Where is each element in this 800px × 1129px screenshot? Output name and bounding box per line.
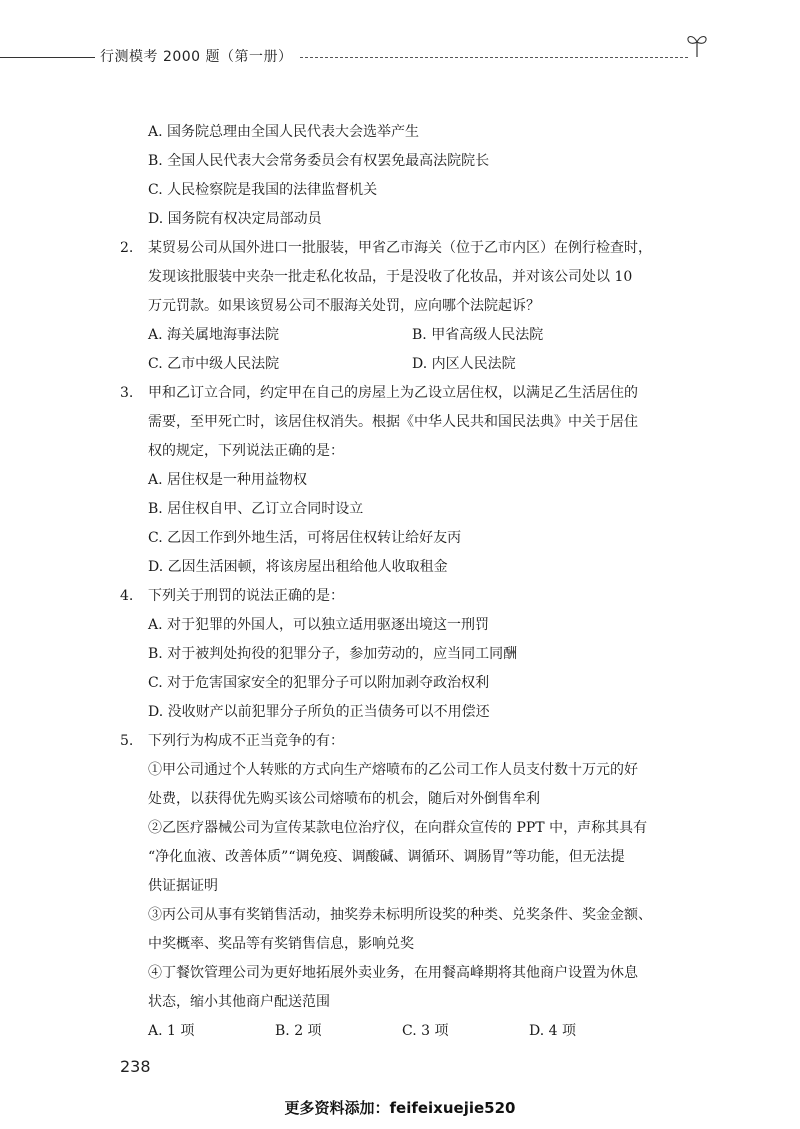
q3-stem-line: 需要，至甲死亡时，该居住权消失。根据《中华人民共和国民法典》中关于居住 [148, 414, 638, 430]
q3-option-a: A. 居住权是一种用益物权 [148, 472, 308, 488]
q4-option-a: A. 对于犯罪的外国人，可以独立适用驱逐出境这一刑罚 [148, 617, 490, 633]
header-rule-right [300, 57, 688, 58]
q5-item-line: ④丁餐饮管理公司为更好地拓展外卖业务，在用餐高峰期将其他商户设置为休息 [148, 965, 638, 981]
q5-option-a: A. 1 项 [148, 1023, 195, 1039]
q5-option-c: C. 3 项 [402, 1023, 449, 1039]
footer-note: 更多资料添加：feifeixuejie520 [284, 1099, 516, 1117]
q2-option-d: D. 内区人民法院 [412, 356, 516, 372]
q2-stem-line: 某贸易公司从国外进口一批服装，甲省乙市海关（位于乙市内区）在例行检查时， [148, 240, 652, 256]
q4-option-b: B. 对于被判处拘役的犯罪分子，参加劳动的，应当同工同酬 [148, 646, 518, 662]
page-header [0, 40, 800, 80]
q5-stem-line: 下列行为构成不正当竞争的有： [148, 733, 344, 749]
q5-number: 5. [120, 733, 134, 749]
q5-item-line: ①甲公司通过个人转账的方式向生产熔喷布的乙公司工作人员支付数十万元的好 [148, 762, 638, 778]
q5-item-line: ③丙公司从事有奖销售活动，抽奖券未标明所设奖的种类、兑奖条件、奖金金额、 [148, 907, 652, 923]
q1-option-d: D. 国务院有权决定局部动员 [148, 211, 322, 227]
header-rule-left [0, 57, 95, 58]
q5-item-line: 供证据证明 [148, 878, 218, 894]
q2-option-b: B. 甲省高级人民法院 [412, 327, 544, 343]
q1-option-b: B. 全国人民代表大会常务委员会有权罢免最高法院院长 [148, 153, 490, 169]
q4-number: 4. [120, 588, 134, 604]
q2-option-c: C. 乙市中级人民法院 [148, 356, 280, 372]
q1-option-a: A. 国务院总理由全国人民代表大会选举产生 [148, 124, 420, 140]
q5-option-d: D. 4 项 [529, 1023, 576, 1039]
q3-stem-line: 权的规定，下列说法正确的是： [148, 443, 344, 459]
q2-number: 2. [120, 240, 134, 256]
q5-item-line: ②乙医疗器械公司为宣传某款电位治疗仪，在向群众宣传的 PPT 中，声称其具有 [148, 820, 648, 836]
q4-stem-line: 下列关于刑罚的说法正确的是： [148, 588, 344, 604]
q5-option-b: B. 2 项 [275, 1023, 322, 1039]
sprout-icon [686, 32, 708, 58]
q3-stem-line: 甲和乙订立合同，约定甲在自己的房屋上为乙设立居住权，以满足乙生活居住的 [148, 385, 638, 401]
header-title: 行测模考 2000 题（第一册） [100, 49, 293, 65]
q4-option-c: C. 对于危害国家安全的犯罪分子可以附加剥夺政治权利 [148, 675, 490, 691]
q3-number: 3. [120, 385, 134, 401]
q5-item-line: 中奖概率、奖品等有奖销售信息，影响兑奖 [148, 936, 414, 952]
q4-option-d: D. 没收财产以前犯罪分子所负的正当债务可以不用偿还 [148, 704, 490, 720]
q3-option-d: D. 乙因生活困顿，将该房屋出租给他人收取租金 [148, 559, 448, 575]
q2-stem-line: 发现该批服装中夹杂一批走私化妆品，于是没收了化妆品，并对该公司处以 10 [148, 269, 633, 285]
q2-option-a: A. 海关属地海事法院 [148, 327, 280, 343]
q5-item-line: 状态，缩小其他商户配送范围 [148, 994, 330, 1010]
q5-item-line: 处费，以获得优先购买该公司熔喷布的机会，随后对外倒售牟利 [148, 791, 540, 807]
q1-option-c: C. 人民检察院是我国的法律监督机关 [148, 182, 378, 198]
q5-item-line: “净化血液、改善体质”“调免疫、调酸碱、调循环、调肠胃”等功能，但无法提 [148, 849, 625, 865]
q3-option-b: B. 居住权自甲、乙订立合同时设立 [148, 501, 364, 517]
q2-stem-line: 万元罚款。如果该贸易公司不服海关处罚，应向哪个法院起诉？ [148, 298, 540, 314]
page-number: 238 [120, 1057, 151, 1076]
q3-option-c: C. 乙因工作到外地生活，可将居住权转让给好友丙 [148, 530, 462, 546]
